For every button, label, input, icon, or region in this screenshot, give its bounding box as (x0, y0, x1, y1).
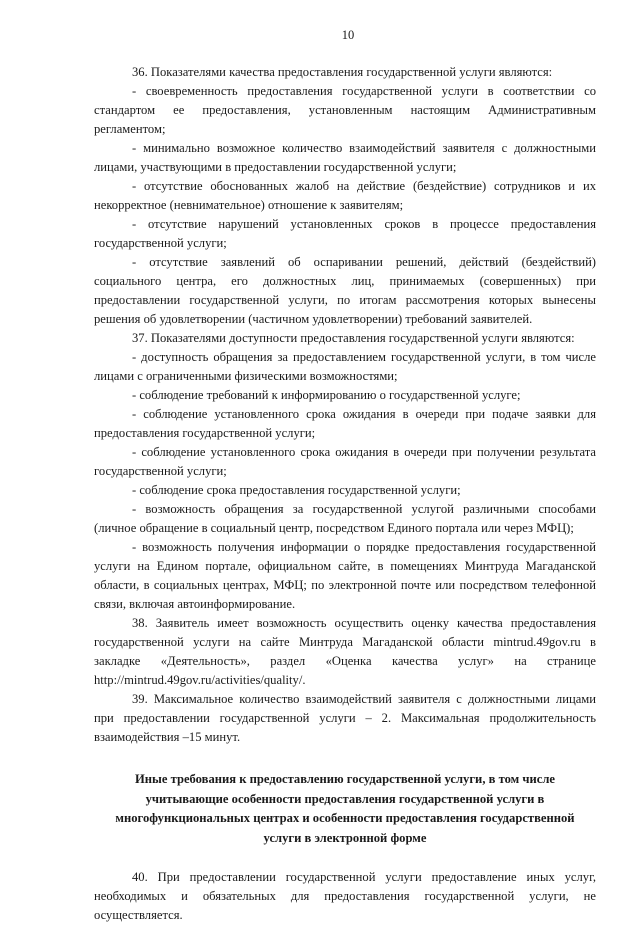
list-item: - возможность получения информации о порядке предоставления государственной услуги на Едином портале, официальном сайте, в помещениях Минтруда Магаданской области, в социальных центрах, МФЦ; по электронной почте или посредством телефонной связи, включая автоинформирование. (94, 540, 596, 611)
list-item: - отсутствие обоснованных жалоб на действие (бездействие) сотрудников и их некорректное (невнимательное) отношение к заявителям; (94, 179, 596, 212)
list-item: - отсутствие нарушений установленных сроков в процессе предоставления государственной услуги; (94, 217, 596, 250)
list-item: - соблюдение установленного срока ожидания в очереди при получении результата государственной услуги; (94, 445, 596, 478)
page-number: 10 (341, 28, 355, 42)
list-item: - соблюдение требований к информированию о государственной услуге; (132, 388, 521, 402)
paragraph-37: 37. Показателями доступности предоставления государственной услуги являются: (132, 331, 575, 345)
list-item: - возможность обращения за государственной услугой различными способами (личное обращение в социальный центр, посредством Единого портала или через МФЦ); (94, 502, 596, 535)
list-item: - минимально возможное количество взаимодействий заявителя с должностными лицами, участвующими в предоставлении государственной услуги; (94, 141, 596, 174)
list-item: - соблюдение установленного срока ожидания в очереди при подаче заявки для предоставления государственной услуги; (94, 407, 596, 440)
final-section (94, 868, 596, 925)
paragraph-40: 40. При предоставлении государственной услуги предоставление иных услуг, необходимых и обязательных для предоставления государственной услуги, не осуществляется. (94, 870, 596, 922)
list-item: - доступность обращения за предоставлением государственной услуги, в том числе лицами с ограниченными физическими возможностями; (94, 350, 596, 383)
paragraph-39: 39. Максимальное количество взаимодействий заявителя с должностными лицами при предоставлении государственной услуги – 2. Максимальная продолжительность взаимодействия –15 минут. (94, 692, 596, 744)
paragraph-38: 38. Заявитель имеет возможность осуществить оценку качества предоставления государственной услуги на сайте Минтруда Магаданской области mintrud.49gov.ru в закладке «Деятельность», раздел «Оценка качества услуг» на странице http://mintrud.49gov.ru/activities/quality/. (94, 616, 596, 687)
section-heading: Иные требования к предоставлению государственной услуги, в том числе учитывающие особенности предоставления государственной услуги в многофункциональных центрах и особенности предоставления государственной услуги в электронной форме (115, 772, 575, 845)
list-item: - соблюдение срока предоставления государственной услуги; (132, 483, 461, 497)
document-body (94, 63, 596, 747)
list-item: - отсутствие заявлений об оспаривании решений, действий (бездействий) социального центра, его должностных лиц, принимаемых (совершенных) при предоставлении государственной услуги, по итогам рассмотрения которых вынесены решения об удовлетворении (частичном удовлетворении) требований заявителей. (94, 255, 596, 326)
paragraph-36: 36. Показателями качества предоставления государственной услуги являются: (132, 65, 553, 79)
list-item: - своевременность предоставления государственной услуги в соответствии со стандартом ее предоставления, установленным настоящим Административным регламентом; (94, 84, 596, 136)
